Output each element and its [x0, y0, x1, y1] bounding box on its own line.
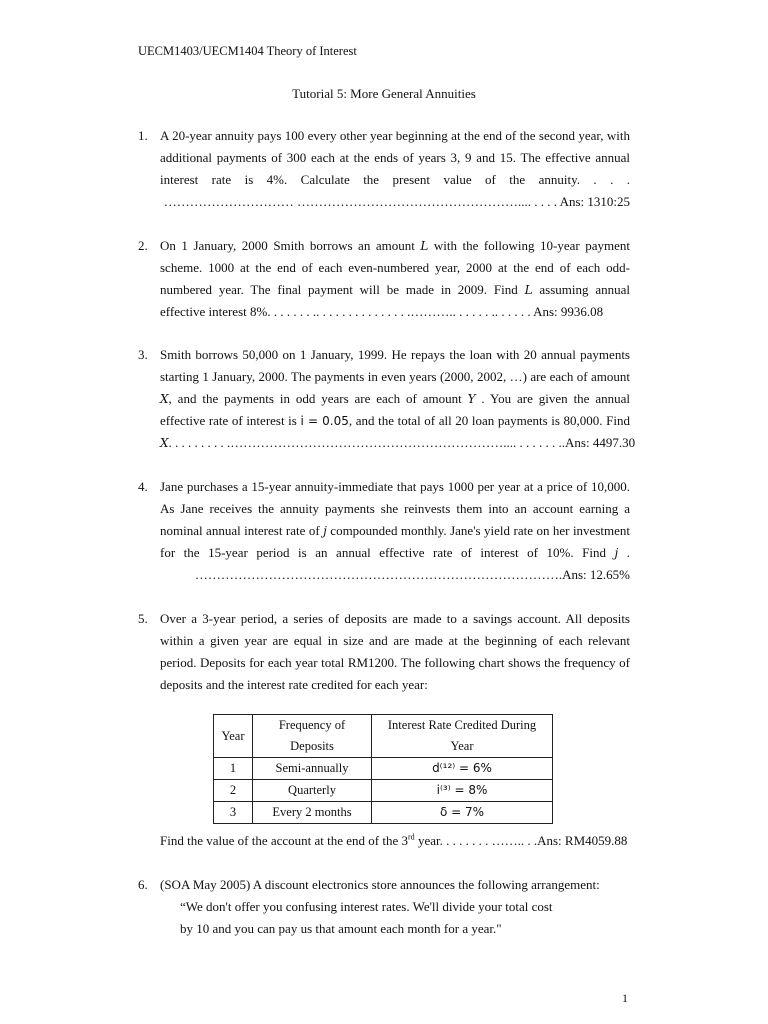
text-span: with the following 10-year payment [428, 238, 630, 253]
question-text-line [160, 279, 630, 301]
question-number: 1. [138, 128, 148, 143]
question-text-line: additional payments of 300 each at the ends of years 3, 9 and 15. The effective annual [160, 150, 630, 165]
question-text-line [160, 235, 630, 257]
question-4 [138, 476, 630, 586]
text-span: nominal annual interest rate of [160, 523, 324, 538]
answer-line [160, 830, 630, 852]
page-number: 1 [622, 991, 628, 1005]
header-text: Year [450, 739, 474, 753]
table-row [214, 802, 553, 824]
answer-line [160, 432, 636, 454]
superscript: rd [408, 832, 415, 842]
question-6 [138, 874, 630, 940]
header-year: Year [214, 715, 253, 758]
header-text: Deposits [290, 739, 334, 753]
question-number: 4. [138, 479, 148, 494]
variable-y: Y [467, 392, 476, 406]
question-text-line [160, 542, 630, 564]
text-span: On 1 January, 2000 Smith borrows an amount [160, 238, 421, 253]
question-text-line: As Jane receives the annuity payments she reinvests them into an account earning a [160, 501, 630, 516]
cell-rate: d⁽¹²⁾ = 6% [372, 758, 553, 780]
table-row [214, 758, 553, 780]
text-span: Find the value of the account at the end of the 3 [160, 833, 409, 848]
text-span: numbered year. The final payment will be made in 2009. Find [160, 282, 525, 297]
question-text-line: starting 1 January, 2000. The payments in even years (2000, 2002, …) are each of amount [160, 369, 630, 384]
question-number: 3. [138, 347, 148, 362]
cell-frequency: Semi-annually [253, 758, 372, 780]
question-text-line: scheme. 1000 at the end of each even-numbered year, 2000 at the end of each odd- [160, 260, 630, 275]
question-5-answer [160, 830, 630, 852]
text-span: year. . . . . . . . …….. . .Ans: RM4059.88 [414, 833, 628, 848]
tutorial-title: Tutorial 5: More General Annuities [292, 86, 476, 101]
question-text-line: (SOA May 2005) A discount electronics store announces the following arrangement: [160, 877, 600, 892]
cell-rate: δ = 7% [372, 802, 553, 824]
table-header-row [214, 715, 553, 758]
equation: i = 0.05 [300, 414, 349, 428]
variable-l: L [524, 283, 533, 297]
variable-l: L [420, 239, 429, 253]
quote-line: by 10 and you can pay us that amount each month for a year." [180, 921, 502, 936]
text-span: . [618, 545, 631, 560]
table-row [214, 780, 553, 802]
cell-frequency: Quarterly [253, 780, 372, 802]
header-text: Interest Rate Credited During [387, 718, 537, 732]
text-span: . . . . . . . . . .……………………………………………………….... . . . . . . ..Ans: 4497.30 [168, 435, 636, 450]
question-text-line: Smith borrows 50,000 on 1 January, 1999. He repays the loan with 20 annual payments [160, 347, 630, 362]
question-text-line: interest rate is 4%. Calculate the present value of the annuity. . . . [160, 172, 630, 187]
question-3 [138, 344, 636, 454]
question-2 [138, 235, 630, 323]
answer-line: effective interest 8%. . . . . . . .. . . . . . . . . . . . . . .……….. . . . . . .. . . . . . Ans: 9936.08 [160, 304, 604, 319]
text-span: assuming annual [532, 282, 630, 297]
cell-year: 1 [214, 758, 253, 780]
question-text-line: period. Deposits for each year total RM1200. The following chart shows the frequency of [160, 655, 630, 670]
quote-block [160, 896, 630, 940]
text-span: , and the total of all 20 loan payments is 80,000. Find [348, 413, 630, 428]
question-text-line: within a given year are equal in size and are made at the beginning of each relevant [160, 633, 630, 648]
header-text: Frequency of [278, 718, 346, 732]
cell-year: 2 [214, 780, 253, 802]
variable-j: j [323, 524, 327, 538]
answer-line: ………………………………………………………………………….Ans: 12.65% [194, 567, 630, 582]
quote-line: “We don't offer you confusing interest rates. We'll divide your total cost [180, 899, 553, 914]
question-text-line [160, 388, 630, 410]
question-1 [138, 125, 630, 213]
question-number: 2. [138, 238, 148, 253]
answer-line: ………………………… …………………………………………….... . . . . Ans: 1310:25 [163, 194, 630, 209]
header-frequency [253, 715, 372, 758]
cell-rate: i⁽³⁾ = 8% [372, 780, 553, 802]
variable-x: X [160, 392, 169, 406]
question-text-line: Jane purchases a 15-year annuity-immediate that pays 1000 per year at a price of 10,000. [160, 479, 630, 494]
question-text-line: Over a 3-year period, a series of deposits are made to a savings account. All deposits [160, 611, 630, 626]
text-span: . You are given the annual [475, 391, 630, 406]
variable-j: j [614, 546, 619, 560]
question-5 [138, 608, 630, 696]
header-interest-rate [372, 715, 553, 758]
question-number: 5. [138, 611, 148, 626]
document-header: UECM1403/UECM1404 Theory of Interest [138, 44, 357, 58]
question-text-line: deposits and the interest rate credited for each year: [160, 677, 428, 692]
text-span: compounded monthly. Jane's yield rate on her investment [326, 523, 630, 538]
text-span: for the 15-year period is an annual effective rate of interest of 10%. Find [160, 545, 615, 560]
variable-x: X [160, 436, 169, 450]
cell-frequency: Every 2 months [253, 802, 372, 824]
cell-year: 3 [214, 802, 253, 824]
question-text-line [160, 520, 630, 542]
text-span: , and the payments in odd years are each of amount [168, 391, 468, 406]
text-span: effective rate of interest is [160, 413, 301, 428]
question-text-line [160, 410, 630, 432]
question-number: 6. [138, 877, 148, 892]
question-text-line: A 20-year annuity pays 100 every other year beginning at the end of the second year, with [160, 128, 630, 143]
deposit-rates-table [213, 714, 553, 824]
